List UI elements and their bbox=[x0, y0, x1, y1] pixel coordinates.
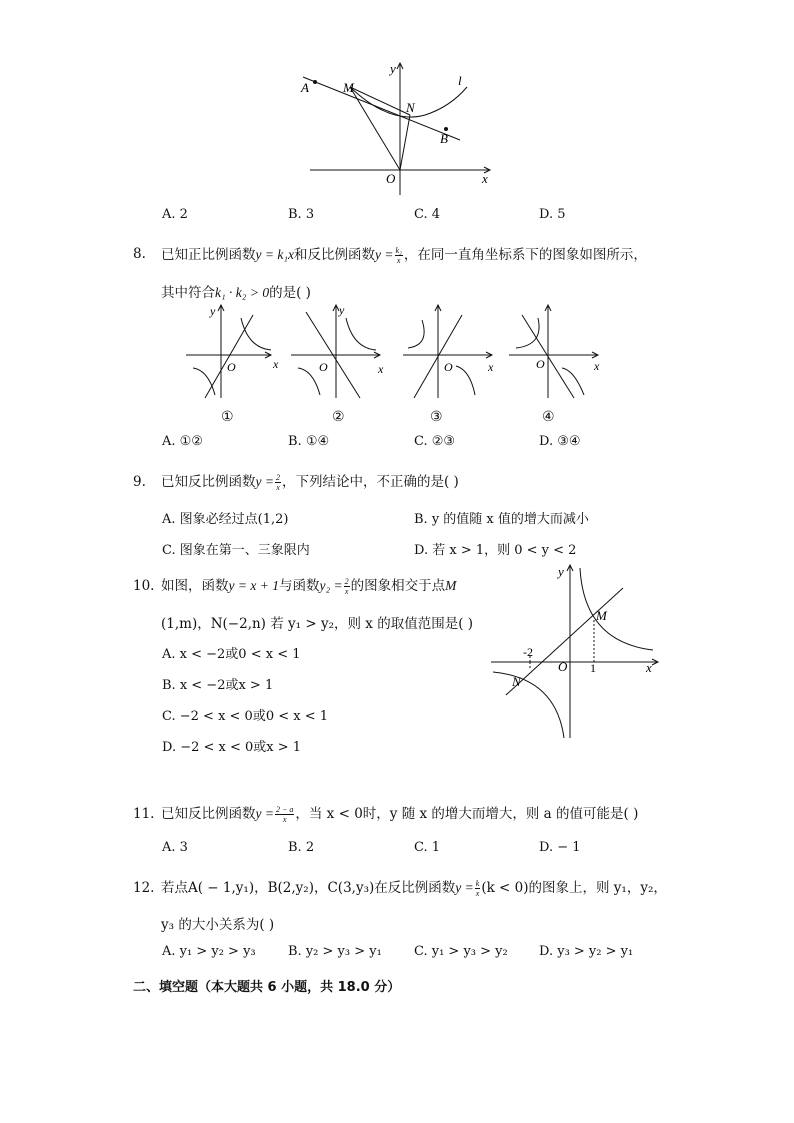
q12-number: 12. bbox=[133, 880, 155, 896]
q11-option-b[interactable]: B. 2 bbox=[288, 840, 315, 855]
q10-fig-n: N bbox=[512, 674, 521, 689]
q8g1-y: y bbox=[210, 304, 216, 318]
q8-graph-label-3: ③ bbox=[430, 409, 443, 425]
q8-graph-label-1: ① bbox=[221, 409, 234, 425]
q9-option-d[interactable]: D. 若 x > 1，则 0 < y < 2 bbox=[414, 543, 577, 558]
q7-option-c[interactable]: C. 4 bbox=[414, 207, 441, 222]
label-y: y bbox=[390, 61, 396, 76]
label-N: N bbox=[406, 100, 415, 115]
q8-number: 8. bbox=[133, 246, 146, 262]
q7-option-d[interactable]: D. 5 bbox=[539, 207, 566, 222]
label-A: A bbox=[301, 80, 309, 95]
q8g3-x: x bbox=[488, 360, 494, 374]
q10-line2: (1,m)，N(−2,n) 若 y₁ > y₂，则 x 的取值范围是( ) bbox=[161, 616, 474, 632]
q8-option-b[interactable]: B. ①④ bbox=[288, 434, 330, 449]
q10-fig-one: 1 bbox=[590, 661, 596, 675]
q12-option-a[interactable]: A. y₁ > y₂ > y₃ bbox=[162, 944, 256, 959]
q11-option-a[interactable]: A. 3 bbox=[162, 840, 188, 855]
q8-line2: 其中符合k₁ · k₂ > 0的是( ) bbox=[161, 285, 311, 301]
q9-option-b[interactable]: B. y 的值随 x 值的增大而减小 bbox=[414, 512, 589, 527]
q10-fig-o: O bbox=[558, 659, 568, 674]
q8g1-x: x bbox=[273, 357, 279, 371]
q9-option-c[interactable]: C. 图象在第一、三象限内 bbox=[162, 543, 310, 558]
section-2-title: 二、填空题（本大题共 6 小题，共 18.0 分） bbox=[133, 980, 401, 995]
q12-option-b[interactable]: B. y₂ > y₃ > y₁ bbox=[288, 944, 382, 959]
q8g4-o: O bbox=[536, 357, 545, 371]
q8g1-o: O bbox=[227, 360, 236, 374]
q8-graph-label-4: ④ bbox=[542, 409, 555, 425]
q10-option-b[interactable]: B. x < −2或x > 1 bbox=[162, 678, 274, 693]
q8g2-x: x bbox=[378, 362, 384, 376]
q10-number: 10. bbox=[133, 578, 155, 594]
q8g2-y: y bbox=[339, 303, 345, 317]
top-figure bbox=[295, 55, 510, 200]
q10-line1: 如图，函数y = x + 1与函数y₂ = $\frac{2}{x}$ 的图象相交于点M bbox=[161, 577, 457, 596]
q12-option-c[interactable]: C. y₁ > y₃ > y₂ bbox=[414, 944, 508, 959]
q8-graph-3 bbox=[400, 300, 500, 400]
q11-stem: 已知反比例函数y = $\frac{2 - a}{x}$ ，当 x < 0时，y 随 x 的增大而增大，则 a 的值可能是( ) bbox=[161, 805, 639, 824]
q8-graph-2 bbox=[288, 300, 388, 400]
q10-figure bbox=[488, 560, 663, 740]
q8g4-x: x bbox=[594, 359, 600, 373]
q11-number: 11. bbox=[133, 806, 155, 822]
q10-fig-neg2: -2 bbox=[523, 645, 533, 659]
q8g2-o: O bbox=[319, 360, 328, 374]
q10-option-c[interactable]: C. −2 < x < 0或0 < x < 1 bbox=[162, 709, 329, 724]
label-l: l bbox=[458, 73, 462, 88]
q8-graph-label-2: ② bbox=[332, 409, 345, 425]
q12-option-d[interactable]: D. y₃ > y₂ > y₁ bbox=[539, 944, 634, 959]
label-M: M bbox=[343, 80, 354, 95]
q9-stem: 已知反比例函数y = $\frac{2}{x}$ ，下列结论中，不正确的是( ) bbox=[161, 473, 459, 492]
q8-graph-4 bbox=[506, 300, 606, 400]
q7-option-a[interactable]: A. 2 bbox=[162, 207, 188, 222]
q9-option-a[interactable]: A. 图象必经过点(1,2) bbox=[162, 512, 289, 527]
q7-option-b[interactable]: B. 3 bbox=[288, 207, 315, 222]
q10-option-a[interactable]: A. x < −2或0 < x < 1 bbox=[162, 647, 301, 662]
q9-number: 9. bbox=[133, 474, 146, 490]
q8-line1: 已知正比例函数y = k₁x和反比例函数y = $\frac{\text{k₂}}{x}$ ，在同一直角坐标系下的图象如图所示， bbox=[161, 246, 647, 265]
q8-graph-1 bbox=[183, 300, 283, 400]
q10-option-d[interactable]: D. −2 < x < 0或x > 1 bbox=[162, 740, 302, 755]
q8-option-c[interactable]: C. ②③ bbox=[414, 434, 456, 449]
q10-fig-x: x bbox=[646, 660, 652, 675]
q12-line1: 若点A( − 1,y₁)，B(2,y₂)，C(3,y₃)在反比例函数y = $\frac{k}{x}$ (k < 0)的图象上，则 y₁，y₂， bbox=[161, 879, 667, 898]
q11-option-c[interactable]: C. 1 bbox=[414, 840, 441, 855]
q12-line2: y₃ 的大小关系为( ) bbox=[161, 917, 275, 933]
q10-fig-y: y bbox=[558, 564, 564, 579]
q8-option-a[interactable]: A. ①② bbox=[162, 434, 203, 449]
label-B: B bbox=[440, 131, 448, 146]
label-x: x bbox=[482, 171, 488, 186]
q11-option-d[interactable]: D. − 1 bbox=[539, 840, 581, 855]
q8g3-o: O bbox=[444, 360, 453, 374]
q10-fig-m: M bbox=[596, 608, 607, 623]
label-O: O bbox=[386, 171, 396, 186]
q8-option-d[interactable]: D. ③④ bbox=[539, 434, 581, 449]
